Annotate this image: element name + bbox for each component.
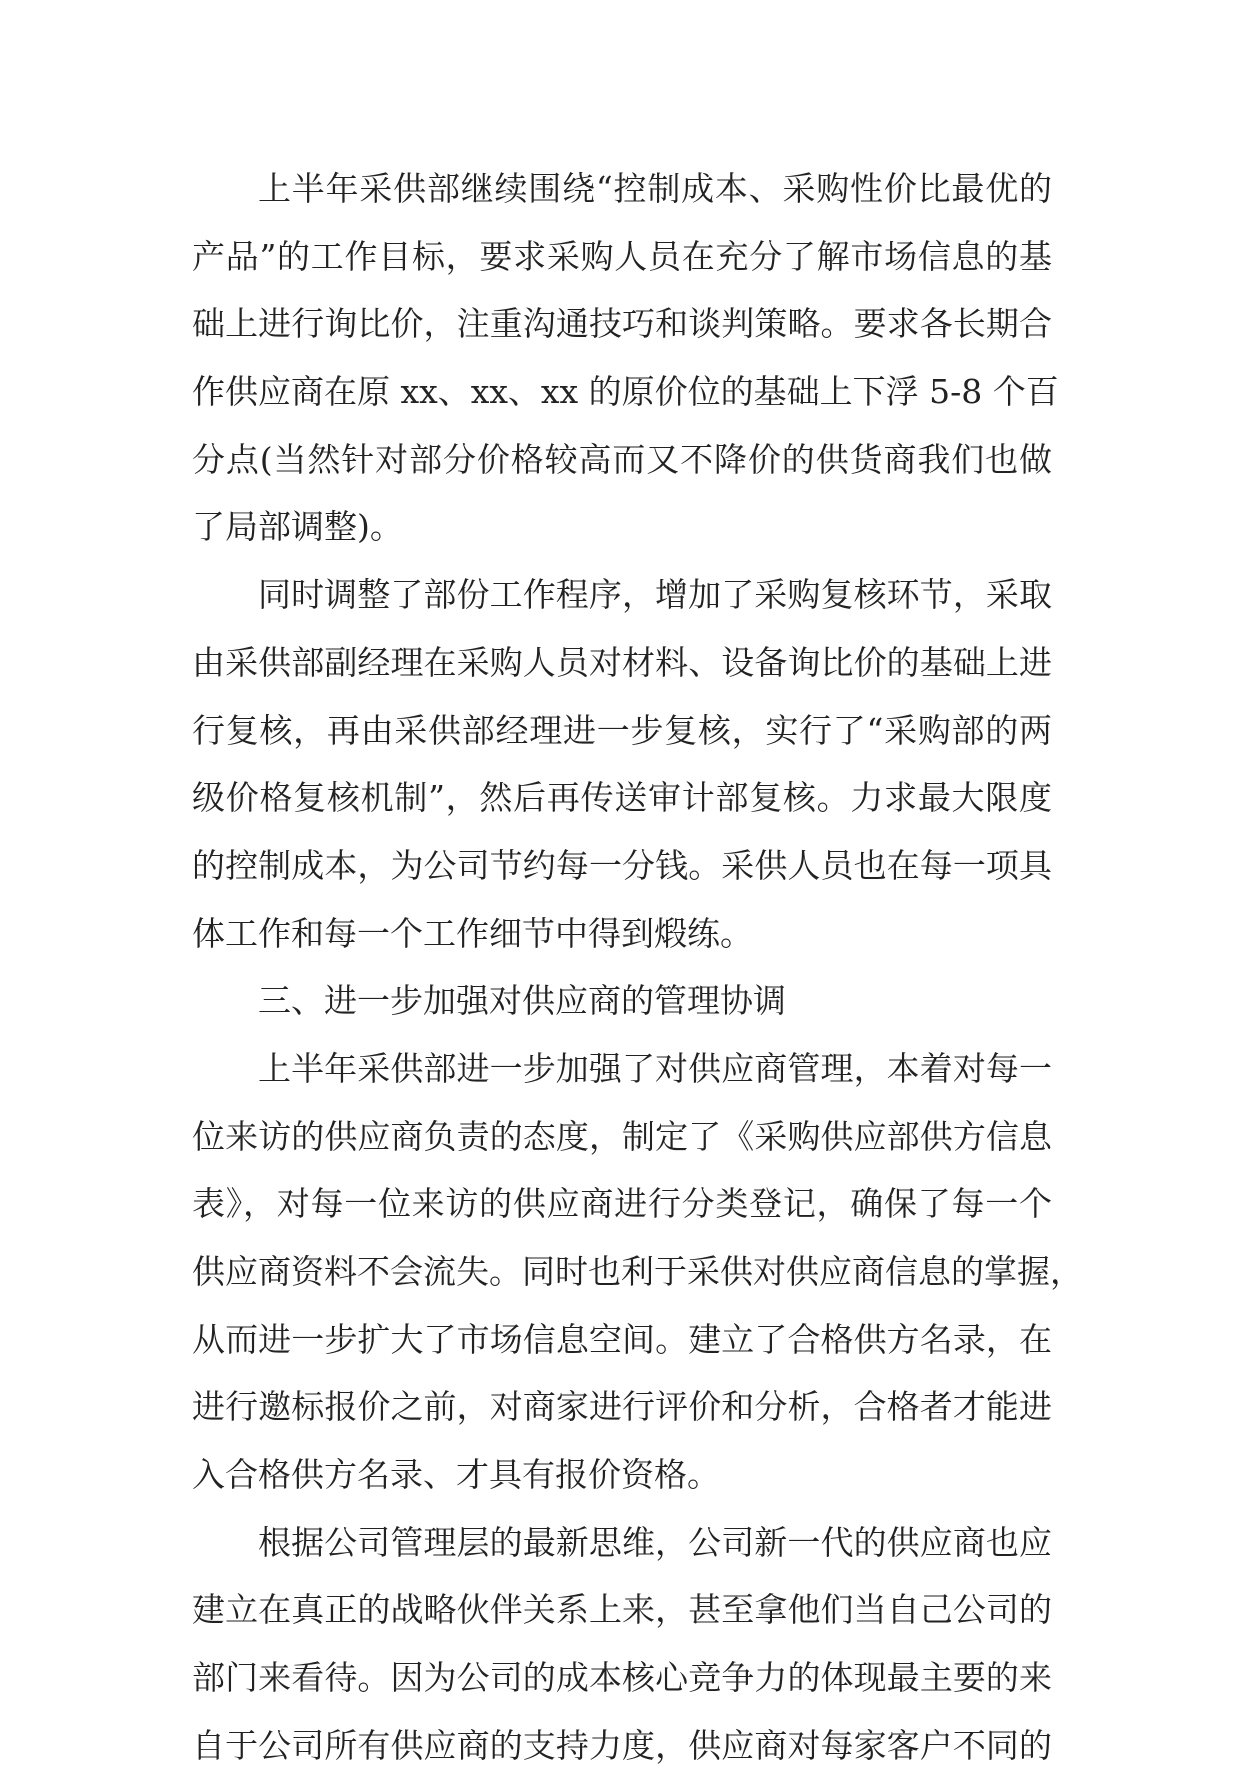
section-heading <box>192 967 1052 1035</box>
paragraph-line: 建立在真正的战略伙伴关系上来，甚至拿他们当自己公司的 <box>192 1590 1052 1630</box>
paragraph-review-process <box>192 561 1052 967</box>
document-body <box>192 155 1083 1780</box>
paragraph-line: 上半年采供部进一步加强了对供应商管理，本着对每一 <box>258 1048 1052 1088</box>
paragraph-line: 从而进一步扩大了市场信息空间。建立了合格供方名录，在 <box>192 1319 1052 1359</box>
paragraph-line: 入合格供方名录、才具有报价资格。 <box>192 1455 720 1495</box>
section-heading-text: 三、进一步加强对供应商的管理协调 <box>258 981 786 1021</box>
paragraph-supplier-management <box>192 1035 1083 1509</box>
paragraph-line: 础上进行询比价，注重沟通技巧和谈判策略。要求各长期合 <box>192 304 1052 344</box>
paragraph-line: 部门来看待。因为公司的成本核心竞争力的体现最主要的来 <box>192 1658 1052 1698</box>
paragraph-line: 自于公司所有供应商的支持力度，供应商对每家客户不同的 <box>192 1725 1052 1765</box>
paragraph-line: 产品”的工作目标，要求采购人员在充分了解市场信息的基 <box>192 236 1052 276</box>
paragraph-procurement-cost-control <box>192 155 1059 561</box>
paragraph-line: 了局部调整)。 <box>192 507 403 547</box>
paragraph-strategic-partnership <box>192 1509 1052 1780</box>
paragraph-line: 行复核，再由采供部经理进一步复核，实行了“采购部的两 <box>192 710 1052 750</box>
paragraph-line: 表》，对每一位来访的供应商进行分类登记，确保了每一个 <box>192 1184 1052 1224</box>
paragraph-line: 位来访的供应商负责的态度，制定了《采购供应部供方信息 <box>192 1116 1052 1156</box>
paragraph-line: 体工作和每一个工作细节中得到煅练。 <box>192 913 753 953</box>
paragraph-line: 分点(当然针对部分价格较高而又不降价的供货商我们也做 <box>192 439 1052 479</box>
paragraph-line: 作供应商在原 xx、xx、xx 的原价位的基础上下浮 5-8 个百 <box>192 372 1059 412</box>
paragraph-line: 同时调整了部份工作程序，增加了采购复核环节，采取 <box>258 575 1052 615</box>
paragraph-line: 根据公司管理层的最新思维，公司新一代的供应商也应 <box>258 1522 1052 1562</box>
paragraph-line: 的控制成本，为公司节约每一分钱。采供人员也在每一项具 <box>192 845 1052 885</box>
paragraph-line: 级价格复核机制”，然后再传送审计部复核。力求最大限度 <box>192 778 1052 818</box>
paragraph-line: 上半年采供部继续围绕“控制成本、采购性价比最优的 <box>258 169 1052 208</box>
paragraph-line: 进行邀标报价之前，对商家进行评价和分析，合格者才能进 <box>192 1387 1052 1427</box>
paragraph-line: 供应商资料不会流失。同时也利于采供对供应商信息的掌握， <box>192 1252 1083 1291</box>
paragraph-line: 由采供部副经理在采购人员对材料、设备询比价的基础上进 <box>192 642 1052 682</box>
